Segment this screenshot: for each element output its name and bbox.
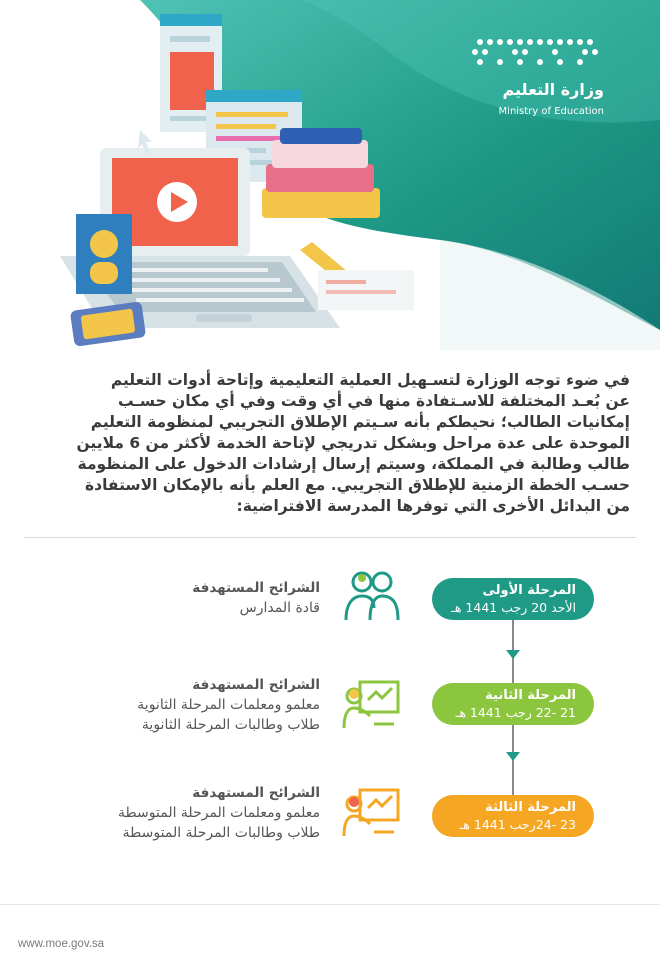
stage-2-target: [20, 675, 320, 735]
intro-paragraph: [34, 370, 630, 517]
target-line: طلاب وطالبات المرحلة الثانوية: [141, 717, 320, 733]
footer-divider: [0, 904, 660, 905]
target-heading: الشرائح المستهدفة: [192, 677, 320, 693]
timeline-arrow-icon: [506, 752, 520, 761]
intro-line: من البدائل الأخرى التي توفرها المدرسة الافتراضية:: [236, 497, 630, 515]
timeline-arrow-icon: [506, 650, 520, 659]
stage-1-date: الأحد 20 رجب 1441 هـ: [451, 600, 576, 615]
books-stack-icon: [262, 128, 380, 218]
website-url[interactable]: www.moe.gov.sa: [18, 938, 105, 950]
ministry-name-english: Ministry of Education: [498, 106, 604, 117]
stage-1-pill: [432, 578, 594, 620]
stage-2-title: المرحلة الثانية: [485, 688, 576, 703]
teacher-board-icon: [340, 784, 404, 840]
video-call-icon: [76, 214, 132, 294]
stage-3-title: المرحلة الثالثة: [485, 800, 576, 815]
intro-line: طالب وطالبة في المملكة، وسيتم إرسال إرشادات الدخول على المنظومة: [77, 455, 630, 473]
target-line: قادة المدارس: [239, 600, 320, 616]
stage-2-pill: [432, 683, 594, 725]
ministry-dots-logo-icon: [462, 34, 612, 70]
target-heading: الشرائح المستهدفة: [192, 785, 320, 801]
intro-line: إمكانيات الطالب؛ نحيطكم بأنه سـيتم الإطلاق التجريبي لمنظومة التعليم: [90, 413, 630, 431]
hero-illustration: [0, 0, 660, 350]
target-line: معلمو ومعلمات المرحلة المتوسطة: [118, 805, 320, 821]
target-line: معلمو ومعلمات المرحلة الثانوية: [137, 697, 320, 713]
stage-3-date: 23 -24رجب 1441 هـ: [459, 817, 576, 832]
stage-3-pill: [432, 795, 594, 837]
stage-1-target: [20, 578, 320, 618]
group-people-icon: [340, 568, 404, 624]
teacher-board-icon: [340, 676, 404, 732]
intro-line: الموحدة على عدة مراحل وبشكل تدريجي لإتاحة الخدمة لأكثر من 6 ملايين: [76, 434, 630, 452]
section-divider: [24, 537, 636, 538]
target-line: طلاب وطالبات المرحلة المتوسطة: [122, 825, 320, 841]
intro-line: عن بُعـد المختلفة للاسـتفادة منها في أي وقت وفي أي مكان حسـب: [118, 392, 630, 410]
stage-3-target: [20, 783, 320, 843]
target-heading: الشرائح المستهدفة: [192, 580, 320, 596]
stage-1-title: المرحلة الأولى: [482, 583, 576, 598]
ministry-name-arabic: وزارة التعليم: [502, 80, 604, 99]
intro-line: في ضوء توجه الوزارة لتسـهيل العملية التعليمية وإتاحة أدوات التعليم: [110, 371, 630, 389]
stage-2-date: 21 -22 رجب 1441 هـ: [455, 705, 576, 720]
intro-line: حسـب الخطة الزمنية للإطلاق التجريبي. مع العلم بأنه بالإمكان الاستفادة: [84, 476, 630, 494]
